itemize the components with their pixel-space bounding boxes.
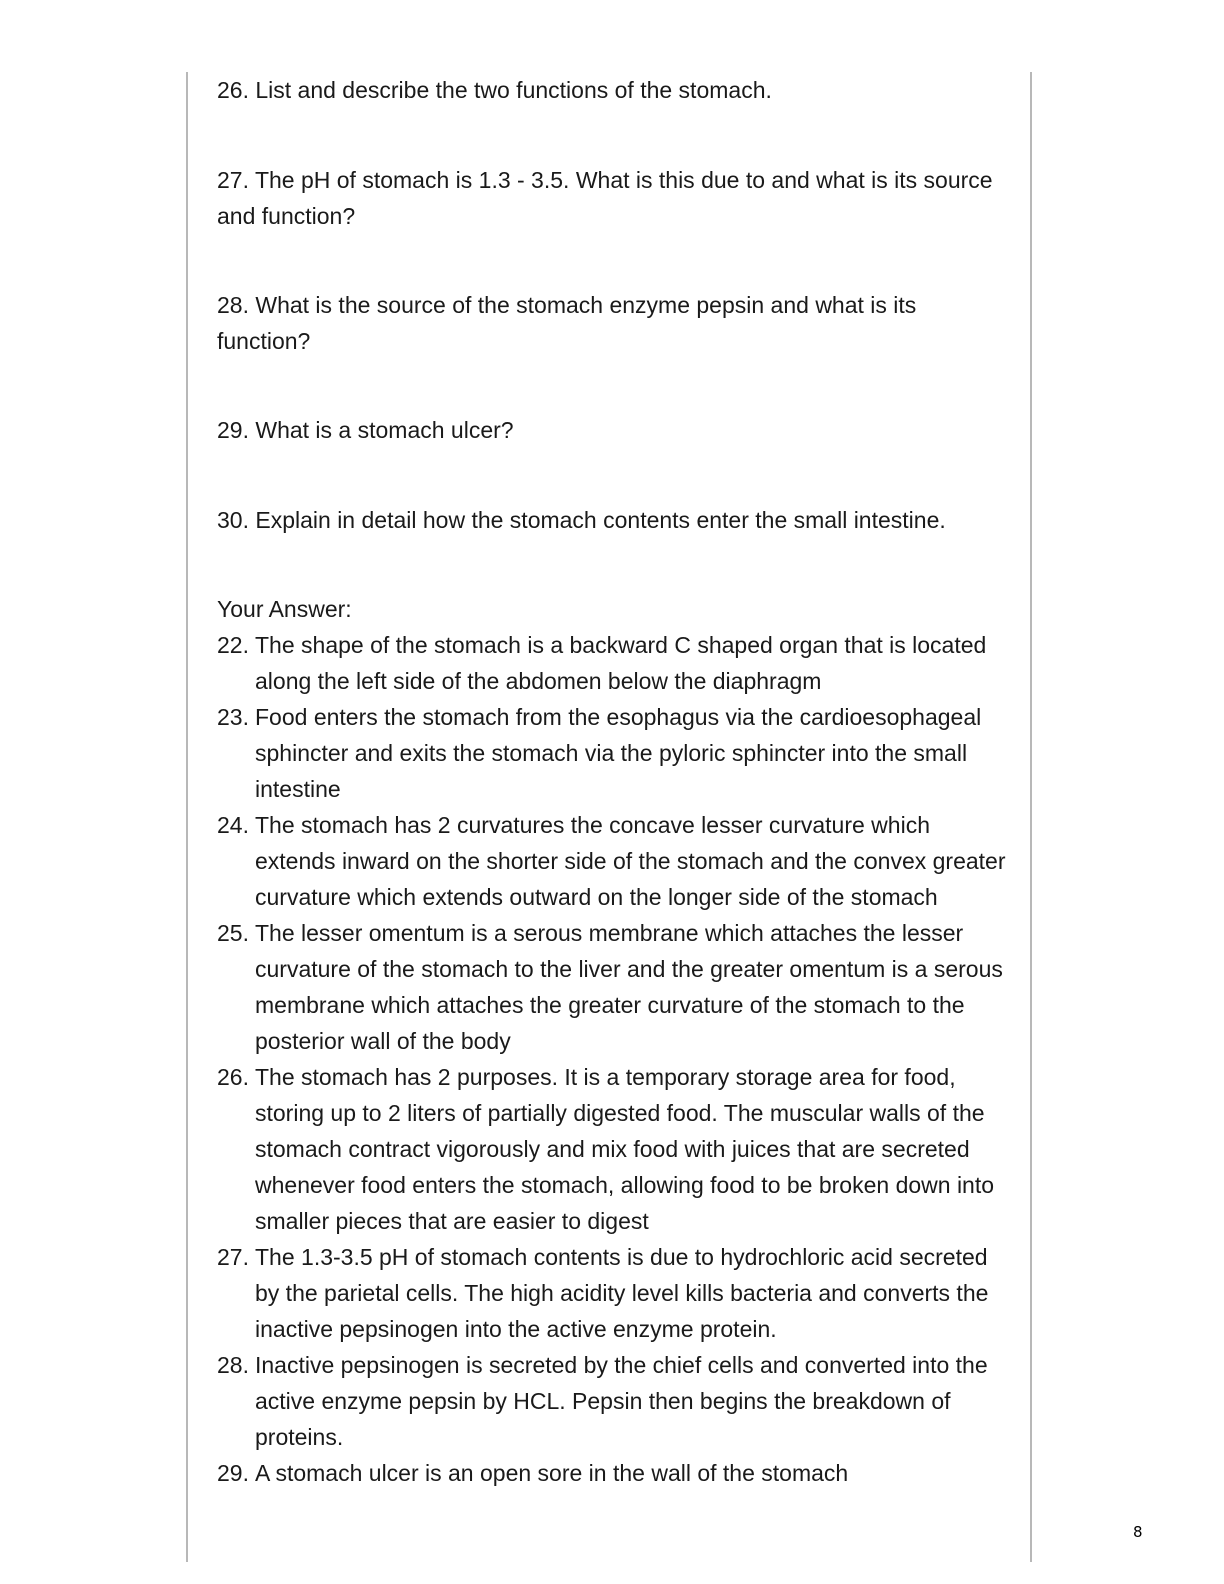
- answer-item-29: [217, 1455, 1007, 1491]
- question-28: 28. What is the source of the stomach enzyme pepsin and what is its function?: [217, 292, 917, 354]
- page-number: 8: [1133, 1523, 1143, 1541]
- answer-number: 29.: [217, 1460, 249, 1486]
- left-border-line: [186, 72, 188, 1562]
- answer-item-25: [217, 915, 1007, 1059]
- answer-item-23: [217, 699, 1007, 807]
- answer-text: The stomach has 2 purposes. It is a temporary storage area for food, storing up to 2 liters of partially digested food. The muscular walls of the stomach contract vigorously and mix food with juices that are secreted whenever food enters the stomach, allowing food to be broken down into smaller pieces that are easier to digest: [255, 1064, 995, 1234]
- answer-list: [217, 627, 1007, 1491]
- question-30: 30. Explain in detail how the stomach contents enter the small intestine.: [217, 507, 946, 533]
- answer-text: A stomach ulcer is an open sore in the wall of the stomach: [255, 1460, 849, 1486]
- answer-text: The lesser omentum is a serous membrane which attaches the lesser curvature of the stomach to the liver and the greater omentum is a serous membrane which attaches the greater curvature of the stomach to the posterior wall of the body: [255, 920, 1003, 1054]
- right-border-line: [1030, 72, 1032, 1562]
- answer-number: 24.: [217, 812, 249, 838]
- answer-text: The 1.3-3.5 pH of stomach contents is due to hydrochloric acid secreted by the parietal cells. The high acidity level kills bacteria and converts the inactive pepsinogen into the active enzyme protein.: [255, 1244, 989, 1342]
- answer-text: The stomach has 2 curvatures the concave lesser curvature which extends inward on the shorter side of the stomach and the convex greater curvature which extends outward on the longer side of the stomach: [255, 812, 1006, 910]
- question-26: 26. List and describe the two functions of the stomach.: [217, 77, 772, 103]
- answer-text: Food enters the stomach from the esophagus via the cardioesophageal sphincter and exits the stomach via the pyloric sphincter into the small intestine: [255, 704, 982, 802]
- answer-item-22: [217, 627, 1007, 699]
- answer-number: 25.: [217, 920, 249, 946]
- answer-number: 28.: [217, 1352, 249, 1378]
- answer-item-27: [217, 1239, 1007, 1347]
- answer-item-24: [217, 807, 1007, 915]
- answer-text: The shape of the stomach is a backward C shaped organ that is located along the left side of the abdomen below the diaphragm: [255, 632, 987, 694]
- answer-item-26: [217, 1059, 1007, 1239]
- question-27: 27. The pH of stomach is 1.3 - 3.5. What is this due to and what is its source and function?: [217, 167, 993, 229]
- answer-text: Inactive pepsinogen is secreted by the chief cells and converted into the active enzyme pepsin by HCL. Pepsin then begins the breakdown of proteins.: [255, 1352, 988, 1450]
- question-29: 29. What is a stomach ulcer?: [217, 417, 514, 443]
- answer-number: 27.: [217, 1244, 249, 1270]
- answer-number: 23.: [217, 704, 249, 730]
- answer-number: 26.: [217, 1064, 249, 1090]
- answer-block: [217, 591, 1007, 1491]
- answer-label: Your Answer:: [217, 596, 352, 622]
- answer-item-28: [217, 1347, 1007, 1455]
- answer-number: 22.: [217, 632, 249, 658]
